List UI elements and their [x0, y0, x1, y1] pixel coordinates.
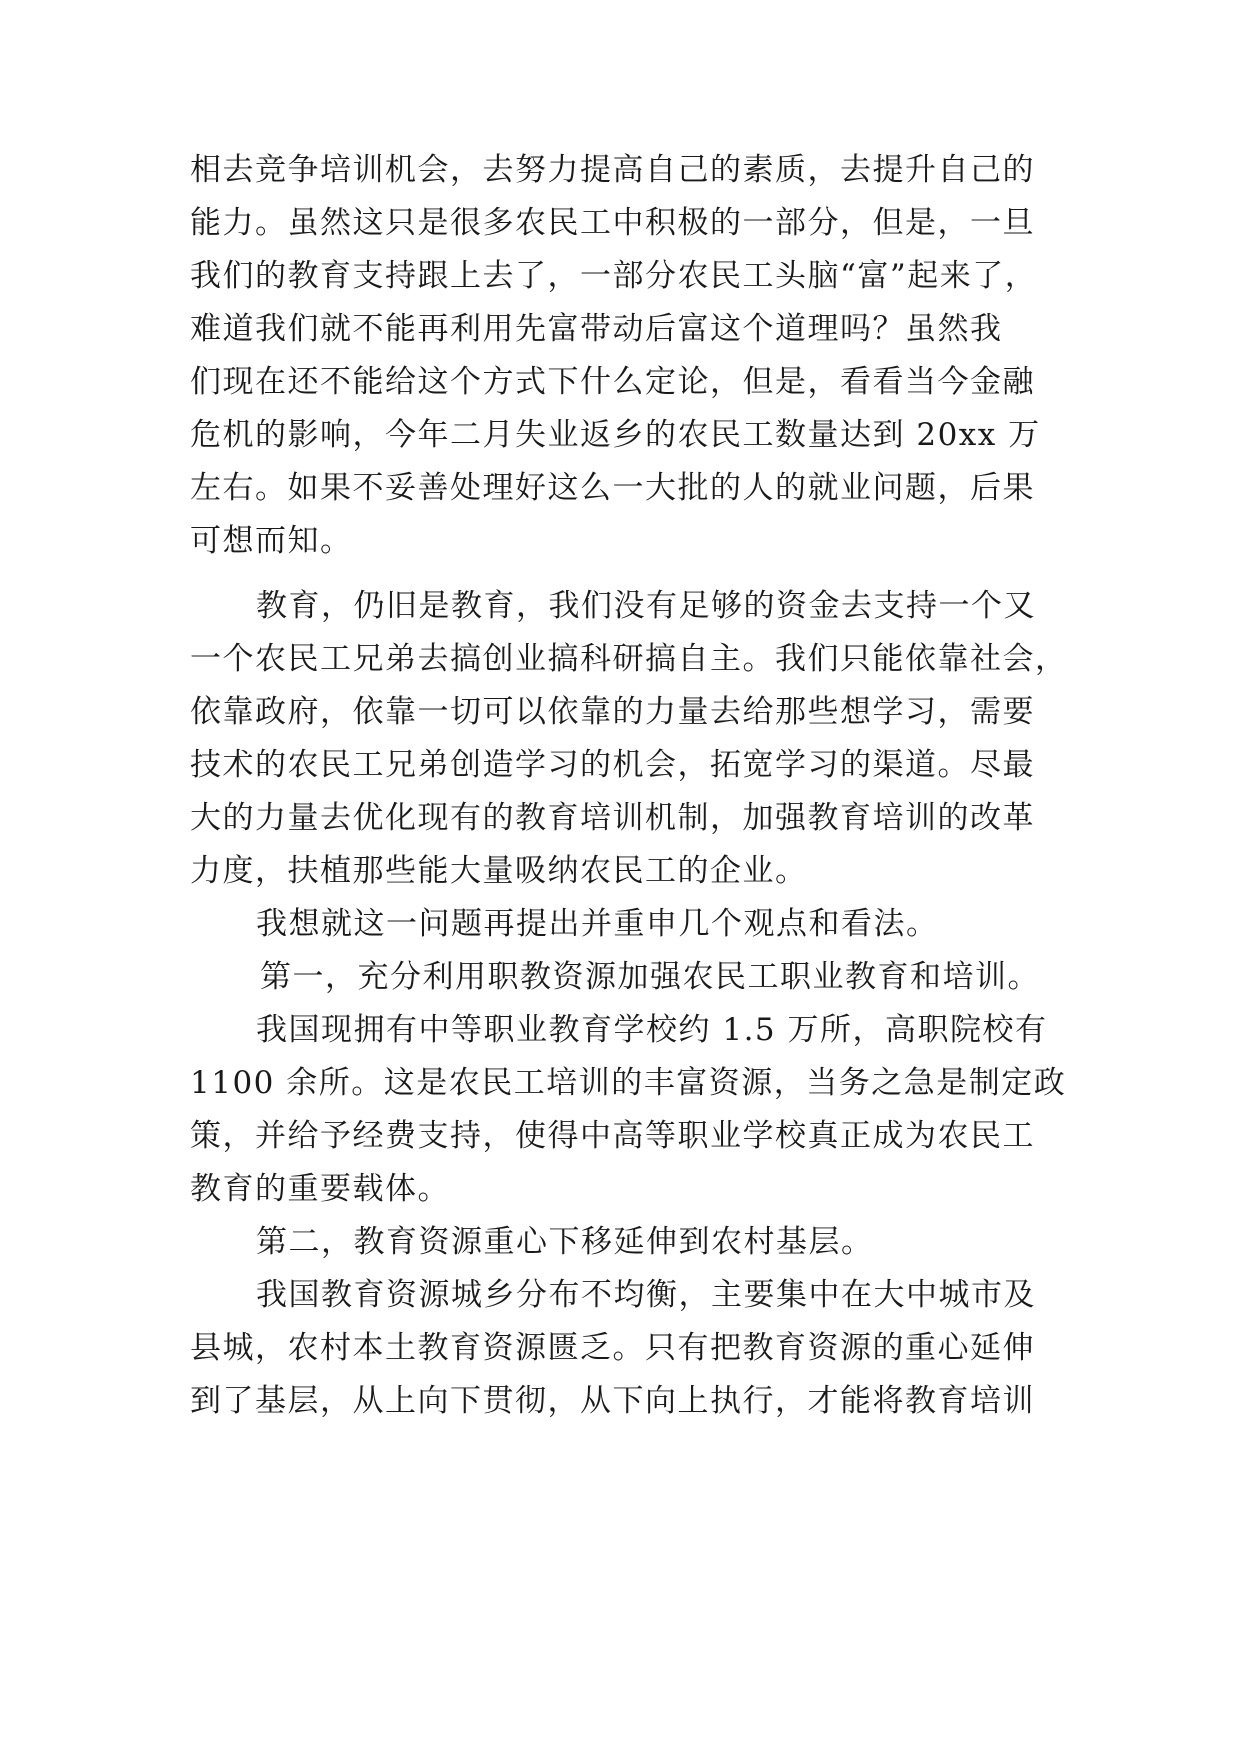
- section-heading: 第一，充分利用职教资源加强农民工职业教育和培训。: [260, 959, 1040, 995]
- paragraph-line: 到了基层，从上向下贯彻，从下向上执行，才能将教育培训: [190, 1383, 1035, 1419]
- paragraph-line: 难道我们就不能再利用先富带动后富这个道理吗？虽然我: [190, 311, 1003, 347]
- paragraph-line: 一个农民工兄弟去搞创业搞科研搞自主。我们只能依靠社会，: [190, 641, 1068, 677]
- paragraph-line: 我们的教育支持跟上去了，一部分农民工头脑“富”起来了，: [190, 258, 1038, 294]
- paragraph-line: 依靠政府，依靠一切可以依靠的力量去给那些想学习，需要: [190, 694, 1035, 730]
- paragraph-line: 力度，扶植那些能大量吸纳农民工的企业。: [190, 853, 808, 889]
- paragraph-line: 技术的农民工兄弟创造学习的机会，拓宽学习的渠道。尽最: [190, 747, 1035, 783]
- paragraph-line: 我国现拥有中等职业教育学校约 1.5 万所，高职院校有: [256, 1012, 1048, 1048]
- paragraph-line: 我想就这一问题再提出并重申几个观点和看法。: [256, 906, 939, 942]
- paragraph-line: 策，并给予经费支持，使得中高等职业学校真正成为农民工: [190, 1118, 1035, 1154]
- paragraph-line: 可想而知。: [190, 523, 353, 559]
- paragraph-line: 左右。如果不妥善处理好这么一大批的人的就业问题，后果: [190, 470, 1035, 506]
- paragraph-line: 大的力量去优化现有的教育培训机制，加强教育培训的改革: [190, 800, 1035, 836]
- paragraph-line: 1100 余所。这是农民工培训的丰富资源，当务之急是制定政: [190, 1065, 1067, 1101]
- paragraph-line: 们现在还不能给这个方式下什么定论，但是，看看当今金融: [190, 364, 1035, 400]
- paragraph-line: 教育的重要载体。: [190, 1171, 450, 1207]
- paragraph-line: 我国教育资源城乡分布不均衡，主要集中在大中城市及: [256, 1277, 1036, 1313]
- paragraph-line: 教育，仍旧是教育，我们没有足够的资金去支持一个又: [256, 588, 1036, 624]
- paragraph-line: 危机的影响，今年二月失业返乡的农民工数量达到 20xx 万: [190, 417, 1041, 453]
- section-heading: 第二，教育资源重心下移延伸到农村基层。: [256, 1224, 874, 1260]
- paragraph-line: 相去竞争培训机会，去努力提高自己的素质，去提升自己的: [190, 152, 1035, 188]
- paragraph-line: 能力。虽然这只是很多农民工中积极的一部分，但是，一旦: [190, 205, 1035, 241]
- paragraph-line: 县城，农村本土教育资源匮乏。只有把教育资源的重心延伸: [190, 1330, 1035, 1366]
